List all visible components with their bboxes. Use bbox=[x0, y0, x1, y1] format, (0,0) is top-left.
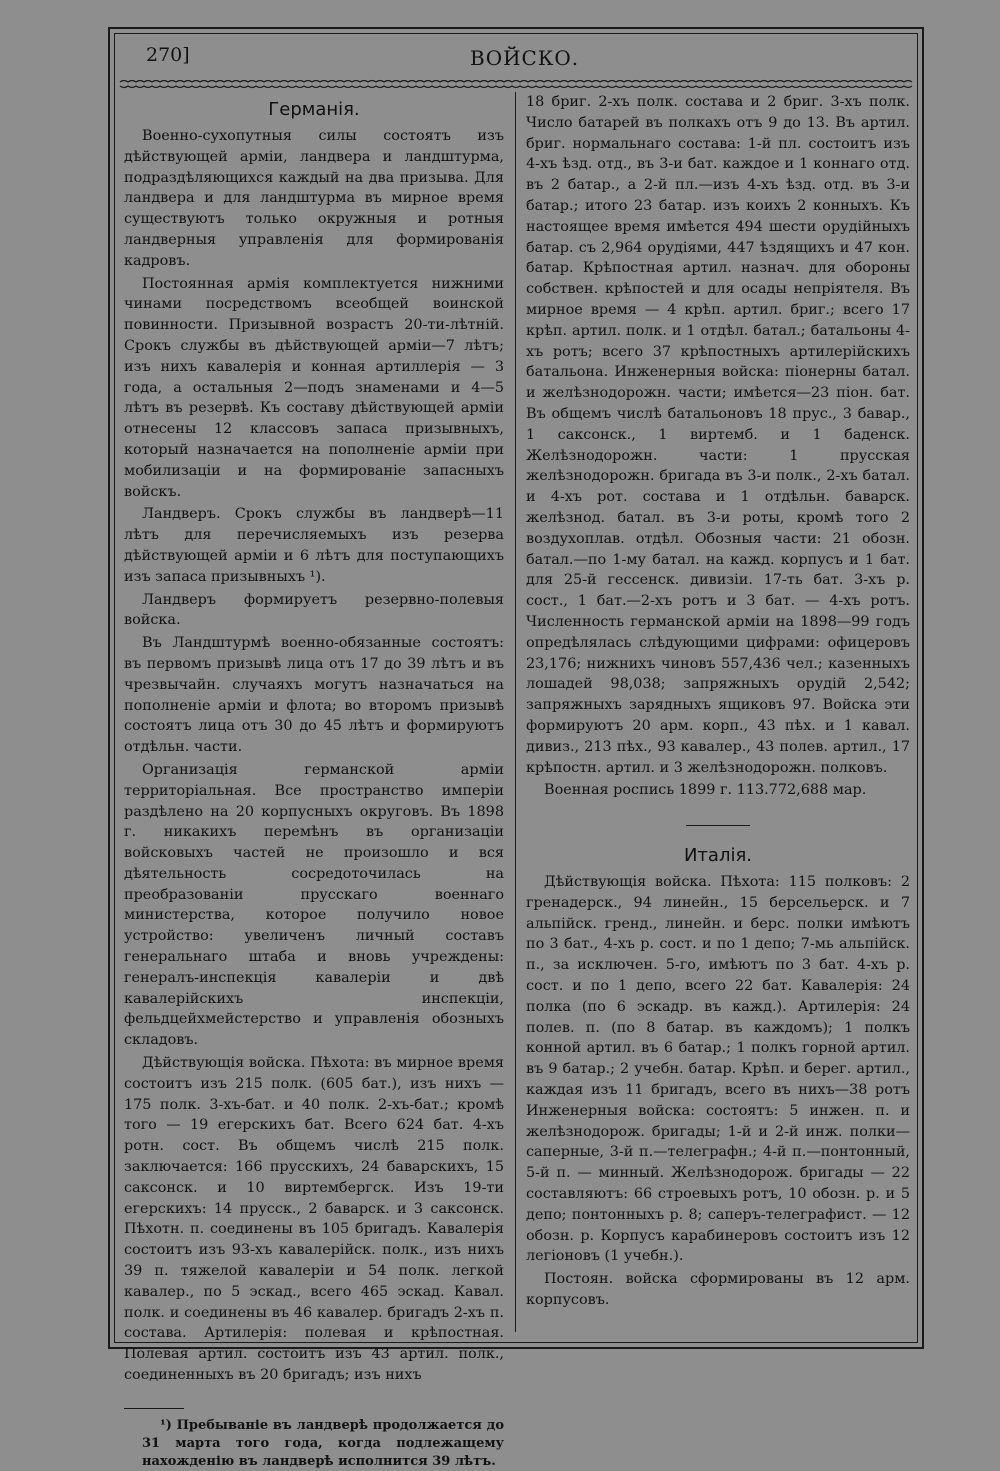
paragraph: Дѣйствующія войска. Пѣхота: въ мирное время состоитъ изъ 215 полк. (605 бат.), изъ нихъ — 175 полк. 3-хъ-бат. и 40 полк. 2-хъ-бат.; кромѣ того — 19 егерскихъ бат. Всего 624 бат. 4-хъ ротн. сост. Въ общемъ числѣ 215 полк. заключается: 166 прусскихъ, 24 баварскихъ, 15 саксонск. и 10 виртембергск. Изъ 19-ти егерскихъ: 14 прусск., 2 баварск. и 3 саксонск. Пѣхотн. п. соединены въ 105 бригадъ. Кавалерія состоитъ изъ 93-хъ кавалерійск. полк., изъ нихъ 39 п. тяжелой кавалеріи и 54 полк. легкой кавалер., по 5 эскад., всего 465 эскад. Кавал. полк. и соединены въ 46 кавалер. бригадъ 2-хъ п. состава. Артилерія: полевая и крѣпостная. Полевая артил. состоитъ изъ 43 артил. полк., соединенныхъ въ 20 бригадъ; изъ нихъ bbox=[124, 1055, 504, 1384]
footnote: ¹) Пребываніе въ ландверѣ продолжается до 31 марта того года, когда подлежащему нахожденію въ ландверѣ исполнится 39 лѣтъ. bbox=[142, 1417, 504, 1469]
paragraph: Организація германской арміи территоріальная. Все пространство имперіи раздѣлено на 20 корпусныхъ округовъ. Въ 1898 г. никакихъ перемѣнъ въ организаціи войсковыхъ частей не произошло и вся дѣятельность сосредоточилась на преобразованіи прусскаго военнаго министерства, которое получило новое устройство: увеличенъ личный составъ генеральнаго штаба и вновь учреждены: генералъ-инспекція кавалеріи и двѣ кавалерійскихъ инспекціи, фельдцейхмейстерство и управленія обозныхъ складовъ. bbox=[124, 761, 504, 1049]
paragraph: Ландверъ. Срокъ службы въ ландверѣ—11 лѣтъ для перечисляемыхъ изъ резерва дѣйствующей арміи и 6 лѣтъ для поступающихъ изъ запаса призывныхъ ¹). bbox=[124, 506, 504, 585]
right-column bbox=[526, 92, 910, 1342]
paragraph: Постоянная армія комплектуется нижними чинами посредствомъ всеобщей воинской повинности. Призывной возрастъ 20-ти-лѣтній. Срокъ службы въ дѣйствующей арміи—7 лѣтъ; изъ нихъ кавалерія и конная артиллерія — 3 года, а остальныя 2—подъ знаменами и 4—5 лѣтъ въ резервѣ. Къ составу дѣйствующей арміи отнесены 12 классовъ запаса призывныхъ, который назначается на пополненіе арміи при мобилизаціи и на формированіе запасныхъ войскъ. bbox=[124, 275, 504, 500]
left-column bbox=[124, 92, 504, 1469]
paragraph: Ландверъ формируетъ резервно-полевыя войска. bbox=[124, 591, 504, 629]
paragraph: Дѣйствующія войска. Пѣхота: 115 полковъ: 2 гренадерск., 94 линейн., 15 берсельерск. и 7 альпійск. гренд., линейн. и берс. полки имѣютъ по 3 бат., 4-хъ р. сост. и по 1 депо; 7-мь альпійск. п., за исключен. 5-го, имѣютъ по 3 бат. 4-хъ р. сост. и по 1 депо, всего 22 бат. Кавалерія: 24 полка (по 6 эскадр. въ кажд.). Артилерія: 24 полев. п. (по 8 батар. въ каждомъ); 1 полкъ конной артил. въ 6 батар.; 1 полкъ горной артил. въ 9 батар.; 2 учебн. батар. Крѣп. и берег. артил., каждая изъ 11 бригадъ, всего въ нихъ—38 ротъ Инженерныя войска: состоятъ: 5 инжен. п. и желѣзнодорож. бригады; 1-й и 2-й инж. полки—саперные, 3-й п.—телеграфн.; 4-й п.—понтонный, 5-й п. — минный. Желѣзнодорож. бригады — 22 составляютъ: 66 строевыхъ ротъ, 10 обозн. р. и 5 депо; понтонныхъ р. 8; саперъ-телеграфист. — 12 обозн. р. Корпусъ карабинеровъ состоитъ изъ 12 легіоновъ (1 учебн.). bbox=[526, 874, 910, 1265]
wavy-divider bbox=[120, 78, 912, 90]
section-title-germany: Германія. bbox=[268, 99, 360, 120]
paragraph: Постоян. войска сформированы въ 12 арм. корпусовъ. bbox=[526, 1271, 910, 1309]
paragraph: Военно-сухопутныя силы состоятъ изъ дѣйствующей арміи, ландвера и ландштурма, подраздѣляющихся каждый на два призыва. Для ландвера и для ландштурма въ мирное время существуютъ только окружныя и ротныя ландверныя управленія для формированія кадровъ. bbox=[124, 128, 504, 269]
paragraph: Военная роспись 1899 г. 113.772,688 мар. bbox=[544, 782, 867, 799]
section-title-italy: Италія. bbox=[683, 845, 753, 867]
page-number: 270] bbox=[146, 44, 190, 66]
paragraph: Въ Ландштурмѣ военно-обязанные состоятъ: въ первомъ призывѣ лица отъ 17 до 39 лѣтъ и въ чрезвычайн. случаяхъ могутъ назначаться на пополненіе арміи и флота; во второмъ призывѣ состоятъ лица отъ 30 до 45 лѣтъ и формируютъ отдѣльн. части. bbox=[124, 635, 504, 756]
section-rule bbox=[686, 825, 750, 826]
running-title: ВОЙСКО. bbox=[470, 46, 580, 70]
footnote-rule bbox=[124, 1408, 184, 1409]
paragraph: 18 бриг. 2-хъ полк. состава и 2 бриг. 3-хъ полк. Число батарей въ полкахъ отъ 9 до 13. Въ артил. бриг. нормальнаго состава: 1-й пл. состоитъ изъ 4-хъ ѣзд. отд., въ 3-и бат. каждое и 1 коннаго отд. въ 2 батар., а 2-й пл.—изъ 4-хъ ѣзд. отд. въ 3-и батар.; итого 23 батар. изъ коихъ 2 конныхъ. Къ настоящее время имѣется 494 шести орудійныхъ батар. съ 2,964 орудіями, 447 ѣздящихъ и 47 кон. батар. Крѣпостная артил. назнач. для обороны собствен. крѣпостей и для осады непріятеля. Въ мирное время — 4 крѣп. артил. бриг.; всего 17 крѣп. артил. полк. и 1 отдѣл. батал.; батальоны 4-хъ ротъ; всего 37 крѣпостныхъ артилерійскихъ батальона. Инженерныя войска: піонерны батал. и желѣзнодорожн. части; имѣется—23 піон. бат. Въ общемъ числѣ батальоновъ 18 прус., 3 бавар., 1 саксонск., 1 виртемб. и 1 баденск. Желѣзнодорожн. части: 1 прусская желѣзнодорожн. бригада въ 3-и полк., 2-хъ батал. и 4-хъ рот. состава и 1 отдѣльн. баварск. желѣзнод. батал. въ 3-и роты, кромѣ того 2 воздухоплав. отдѣл. Обозныя части: 21 обозн. батал.—по 1-му батал. на кажд. корпусъ и 1 бат. для 25-й гессенск. дивизіи. 17-ть бат. 3-хъ р. сост., 1 бат.—2-хъ ротъ и 3 бат. — 4-хъ ротъ. Численность германской арміи на 1898—99 годъ опредѣлялась слѣдующими цифрами: офицеровъ 23,176; нижнихъ чиновъ 557,436 чел.; казенныхъ лошадей 98,038; запряжныхъ орудій 2,542; запряжныхъ зарядныхъ ящиковъ 97. Войска эти формируютъ 20 арм. корп., 43 пѣх. и 1 кавал. дивиз., 213 пѣх., 93 кавалер., 43 полев. артил., 17 крѣпостн. артил. и 3 желѣзнодорожн. полковъ. bbox=[526, 94, 910, 776]
column-divider bbox=[515, 92, 516, 1332]
